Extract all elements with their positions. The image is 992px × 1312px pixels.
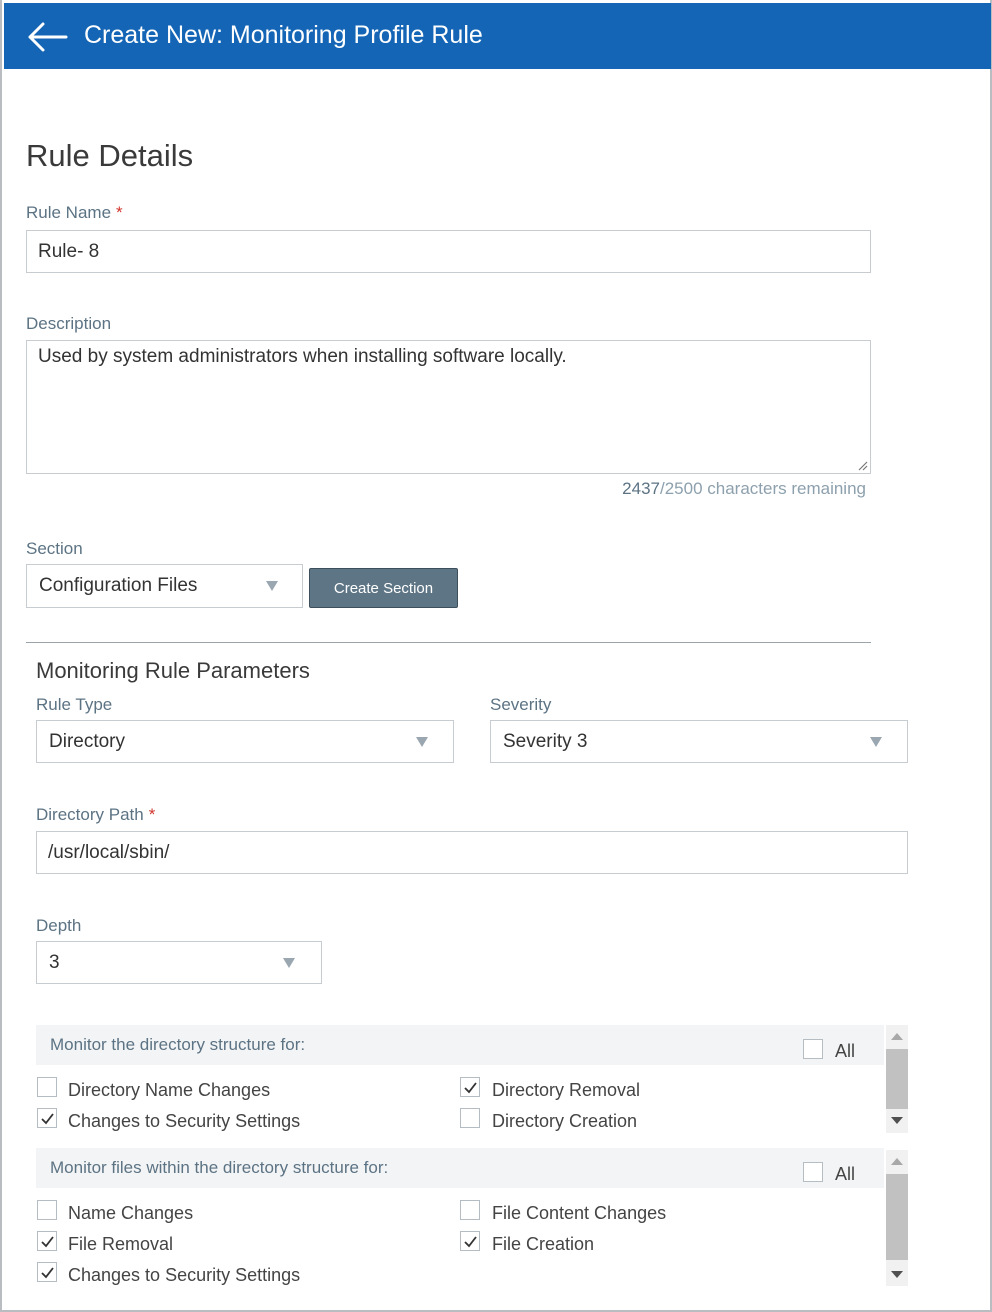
name-changes-label: Name Changes xyxy=(68,1203,194,1223)
scroll-thumb[interactable] xyxy=(886,1174,908,1260)
checkmark-icon xyxy=(463,1234,478,1249)
all-checkbox[interactable] xyxy=(803,1162,823,1182)
files-panel-title: Monitor files within the directory structure for: xyxy=(50,1158,389,1177)
file-content-changes-checkbox[interactable] xyxy=(460,1200,480,1220)
page-title: Create New: Monitoring Profile Rule xyxy=(84,21,483,49)
scroll-down-icon[interactable] xyxy=(891,1117,903,1124)
rule-name-value: Rule- 8 xyxy=(38,240,100,262)
all-checkbox[interactable] xyxy=(803,1039,823,1059)
checkmark-icon xyxy=(40,1265,55,1280)
name-changes-checkbox[interactable] xyxy=(37,1200,57,1220)
dir-security-settings-checkbox[interactable] xyxy=(37,1108,57,1128)
depth-label: Depth xyxy=(36,916,82,935)
section-select[interactable] xyxy=(26,564,303,608)
section-select-value: Configuration Files xyxy=(39,575,198,596)
file-security-settings-label: Changes to Security Settings xyxy=(68,1265,301,1285)
dir-security-settings-label: Changes to Security Settings xyxy=(68,1111,301,1131)
file-removal-label: File Removal xyxy=(68,1234,174,1254)
required-mark: * xyxy=(148,805,156,824)
rule-type-value: Directory xyxy=(49,730,126,752)
all-label: All xyxy=(835,1041,856,1061)
rule-type-label: Rule Type xyxy=(36,695,113,714)
scroll-thumb[interactable] xyxy=(886,1049,908,1109)
chevron-down-icon xyxy=(416,737,428,747)
checkmark-icon xyxy=(463,1080,478,1095)
directory-panel-title: Monitor the directory structure for: xyxy=(50,1035,306,1054)
directory-removal-checkbox[interactable] xyxy=(460,1077,480,1097)
directory-path-label-text: Directory Path xyxy=(36,805,144,824)
counter-used: 2437 xyxy=(622,479,660,498)
description-value: Used by system administrators when installing software locally. xyxy=(38,346,567,367)
depth-value: 3 xyxy=(49,951,60,973)
description-label: Description xyxy=(26,314,112,333)
severity-label: Severity xyxy=(490,695,552,714)
divider xyxy=(26,642,871,643)
required-mark: * xyxy=(116,203,123,222)
scroll-up-icon[interactable] xyxy=(891,1158,903,1165)
directory-creation-label: Directory Creation xyxy=(492,1111,638,1131)
checkmark-icon xyxy=(40,1234,55,1249)
chevron-down-icon xyxy=(266,581,278,591)
directory-name-changes-label: Directory Name Changes xyxy=(68,1080,271,1100)
directory-panel-scrollbar[interactable] xyxy=(886,1025,908,1133)
directory-creation-checkbox[interactable] xyxy=(460,1108,480,1128)
severity-select[interactable] xyxy=(490,720,908,763)
file-creation-label: File Creation xyxy=(492,1234,595,1254)
directory-removal-label: Directory Removal xyxy=(492,1080,641,1100)
directory-path-input[interactable] xyxy=(36,831,908,874)
chevron-down-icon xyxy=(283,958,295,968)
directory-path-label xyxy=(36,805,155,825)
directory-name-changes-checkbox[interactable] xyxy=(37,1077,57,1097)
depth-select[interactable] xyxy=(36,941,322,984)
resize-handle-icon[interactable] xyxy=(856,459,868,471)
checkmark-icon xyxy=(40,1111,55,1126)
rule-type-select[interactable] xyxy=(36,720,454,763)
directory-structure-panel-header xyxy=(36,1025,884,1065)
section-label: Section xyxy=(26,539,83,558)
chevron-down-icon xyxy=(870,737,882,747)
monitoring-rule-parameters-heading: Monitoring Rule Parameters xyxy=(36,658,310,683)
severity-value: Severity 3 xyxy=(503,730,588,752)
character-counter xyxy=(622,479,866,499)
description-textarea[interactable] xyxy=(26,340,871,474)
file-creation-checkbox[interactable] xyxy=(460,1231,480,1251)
rule-name-label xyxy=(26,203,123,223)
arrow-left-icon[interactable] xyxy=(26,21,68,53)
page-header xyxy=(4,3,991,69)
rule-name-input[interactable] xyxy=(26,230,871,273)
rule-details-heading: Rule Details xyxy=(26,138,194,173)
create-section-button[interactable]: Create Section xyxy=(309,568,458,608)
files-panel-header xyxy=(36,1148,884,1188)
rule-name-label-text: Rule Name xyxy=(26,203,112,222)
all-label: All xyxy=(835,1164,856,1184)
file-content-changes-label: File Content Changes xyxy=(492,1203,667,1223)
file-security-settings-checkbox[interactable] xyxy=(37,1262,57,1282)
directory-path-value: /usr/local/sbin/ xyxy=(48,841,170,863)
files-panel-scrollbar[interactable] xyxy=(886,1150,908,1286)
counter-remaining-text: /2500 characters remaining xyxy=(659,479,866,498)
file-removal-checkbox[interactable] xyxy=(37,1231,57,1251)
scroll-up-icon[interactable] xyxy=(891,1033,903,1040)
scroll-down-icon[interactable] xyxy=(891,1271,903,1278)
